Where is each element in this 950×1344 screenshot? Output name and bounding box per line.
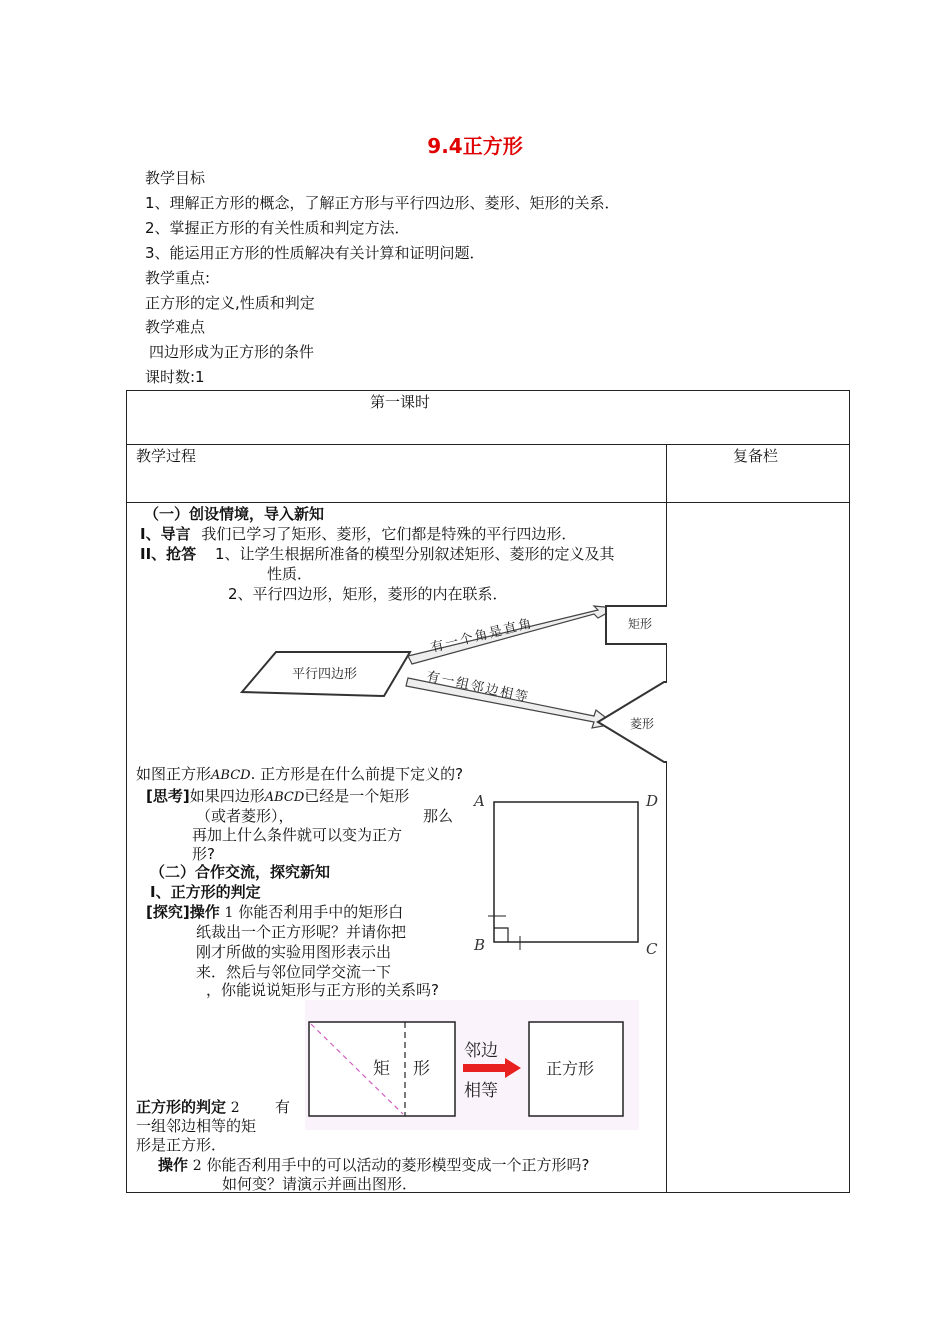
- objective-3: 3、能运用正方形的性质解决有关计算和证明问题．: [145, 244, 485, 262]
- section2-heading: （二）合作交流，探究新知: [150, 863, 331, 881]
- vertex-d: D: [646, 792, 659, 810]
- think-line1-prefix: 如果四边形: [189, 787, 265, 805]
- page-title: 9.4正方形: [427, 134, 523, 158]
- key-points-heading: 教学重点:: [145, 269, 211, 287]
- square-outline: [494, 802, 638, 942]
- right-angle-mark: [494, 928, 508, 942]
- rectangle-label: 矩形: [628, 617, 653, 631]
- think-abcd: ABCD: [264, 790, 305, 805]
- think-line2: （或者菱形），: [196, 807, 294, 825]
- objectives-heading: 教学目标: [145, 169, 206, 187]
- row-divider: [127, 444, 849, 445]
- arrow-label-2: 相等: [464, 1081, 498, 1101]
- arrow-label-1: 邻边: [464, 1041, 498, 1061]
- square-abcd-figure: [470, 790, 670, 960]
- square-question-suffix: . 正方形是在什么前提下定义的?: [250, 765, 464, 783]
- section1-heading: （一）创设情境，导入新知: [144, 505, 325, 523]
- explore-label: [探究]: [146, 903, 190, 921]
- hours: 课时数:1: [145, 368, 205, 386]
- notes-header: 复备栏: [733, 447, 779, 465]
- op1-line2: 纸裁出一个正方形呢？并请你把: [196, 923, 407, 941]
- op1-line1: 你能否利用手中的矩形白: [238, 903, 404, 921]
- quick-label: II、抢答: [140, 545, 197, 563]
- arrow-bottom-label: 有一组邻边相等: [425, 669, 532, 706]
- op1-num: 1: [224, 905, 234, 921]
- op1-line5: ，你能说说矩形与正方形的关系吗?: [206, 981, 439, 999]
- rect-label-b: 形: [413, 1059, 430, 1079]
- quadrilateral-relation-diagram: [236, 600, 667, 782]
- vertex-b: B: [474, 936, 486, 954]
- criterion2-num: 2: [230, 1100, 240, 1116]
- op1-line4: 来．然后与邻位同学交流一下: [196, 963, 392, 981]
- think-line3: 再加上什么条件就可以变为正方: [192, 826, 403, 844]
- square-name: ABCD: [211, 768, 251, 783]
- think-line1-suffix: 已经是一个矩形: [304, 787, 410, 805]
- row-divider: [127, 502, 849, 503]
- intro-label: I、导言: [140, 525, 191, 543]
- think-line2-right: 那么: [423, 807, 454, 825]
- criterion2-label: 正方形的判定: [136, 1098, 227, 1116]
- op2-num: 2: [192, 1158, 202, 1174]
- arrow-top-label: 有一个角是直角: [429, 615, 535, 656]
- process-header: 教学过程: [136, 447, 197, 465]
- rectangle-to-square-diagram: [305, 1000, 639, 1130]
- rhombus-label: 菱形: [630, 717, 655, 731]
- objective-2: 2、掌握正方形的有关性质和判定方法．: [145, 219, 410, 237]
- rect-label-a: 矩: [373, 1059, 390, 1079]
- vertex-c: C: [646, 940, 658, 958]
- op1-label: 操作: [189, 903, 220, 921]
- criterion2-line3: 形是正方形．: [136, 1136, 227, 1154]
- key-points: 正方形的定义,性质和判定: [145, 294, 315, 312]
- op2-line1: 你能否利用手中的可以活动的菱形模型变成一个正方形吗?: [206, 1156, 590, 1174]
- objective-1: 1、理解正方形的概念，了解正方形与平行四边形、菱形、矩形的关系．: [145, 194, 620, 212]
- vertex-a: A: [474, 792, 485, 810]
- difficulties: 四边形成为正方形的条件: [149, 343, 315, 361]
- criterion2-line1: 有: [275, 1098, 291, 1116]
- op2-line2: 如何变？请演示并画出图形．: [222, 1175, 418, 1193]
- session-label: 第一课时: [370, 393, 431, 411]
- quick-1b: 性质．: [267, 565, 313, 583]
- section2-sub: I、正方形的判定: [150, 883, 261, 901]
- op1-line3: 刚才所做的实验用图形表示出: [196, 943, 392, 961]
- quick-1a: 1、让学生根据所准备的模型分别叙述矩形、菱形的定义及其: [214, 545, 615, 563]
- quick-2: 2、平行四边形，矩形，菱形的内在联系．: [228, 585, 508, 603]
- criterion2-line2: 一组邻边相等的矩: [136, 1117, 257, 1135]
- op2-label: 操作: [158, 1156, 189, 1174]
- square-question-prefix: 如图正方形: [136, 765, 212, 783]
- difficulties-heading: 教学难点: [145, 318, 206, 336]
- square-label: 正方形: [546, 1059, 595, 1078]
- think-line4: 形?: [192, 845, 215, 863]
- think-label: [思考]: [146, 787, 190, 805]
- parallelogram-label: 平行四边形: [292, 667, 358, 682]
- intro-text: 我们已学习了矩形、菱形，它们都是特殊的平行四边形．: [201, 525, 577, 543]
